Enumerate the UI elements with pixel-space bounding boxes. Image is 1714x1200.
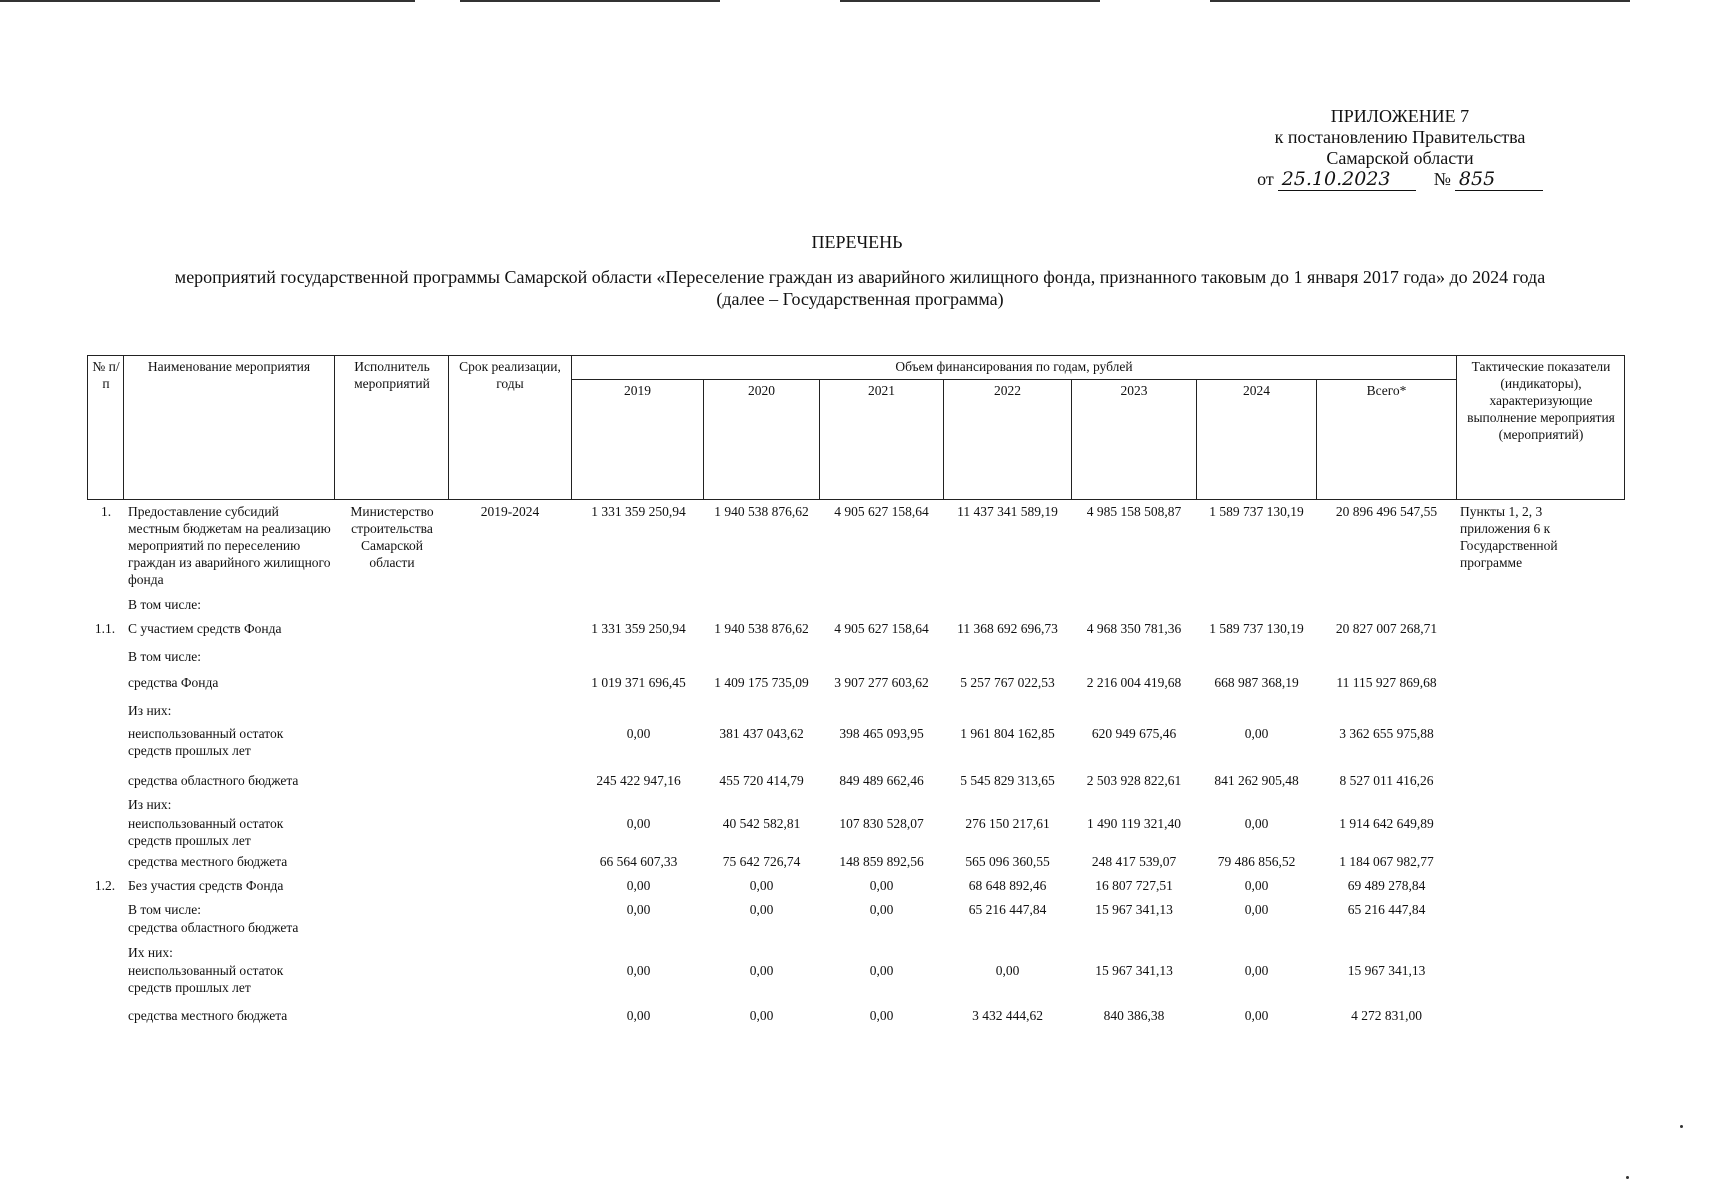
header-year-2021: 2021 [868, 383, 895, 398]
row-name: средства местного бюджета [128, 854, 288, 869]
row-value-2021: 0,00 [869, 1008, 894, 1023]
scan-speck [1680, 1125, 1683, 1128]
row-value-2021: 4 905 627 158,64 [834, 504, 929, 519]
row-value-2020: 1 940 538 876,62 [714, 504, 809, 519]
row-value-2020: 0,00 [749, 963, 774, 978]
row-value-2019: 1 331 359 250,94 [591, 504, 686, 519]
row-value-2021: 4 905 627 158,64 [834, 621, 929, 636]
row-value-2021: 148 859 892,56 [839, 854, 924, 869]
column-divider [123, 466, 124, 500]
row-value-2023: 248 417 539,07 [1091, 854, 1177, 869]
header-year-2019: 2019 [624, 383, 651, 398]
row-value-2021: 0,00 [869, 963, 894, 978]
row-value-2024: 668 987 368,19 [1214, 675, 1299, 690]
header-cell-name [123, 355, 335, 500]
row-value-2022: 5 257 767 022,53 [960, 675, 1055, 690]
row-name: неиспользованный остаток средств прошлых лет [128, 963, 284, 995]
row-value-2023: 4 985 158 508,87 [1086, 504, 1182, 519]
row-name: средства областного бюджета [128, 920, 299, 935]
row-value-total: 69 489 278,84 [1347, 878, 1426, 893]
from-label: от [1257, 169, 1274, 189]
row-value-2022: 5 545 829 313,65 [960, 773, 1055, 788]
row-value-2022: 565 096 360,55 [965, 854, 1050, 869]
row-value-2021: 0,00 [869, 902, 894, 917]
row-value-2019: 0,00 [626, 816, 651, 831]
row-value-2023: 1 490 119 321,40 [1087, 816, 1181, 831]
row-name: Предоставление субсидий местным бюджетам на реализацию мероприятий по переселению граждан из аварийного жилищного фонда [128, 504, 331, 587]
row-num: 1.2. [94, 878, 116, 893]
header-year-total: Всего* [1366, 383, 1407, 398]
row-value-2022: 1 961 804 162,85 [960, 726, 1055, 741]
row-name: Их них: [128, 945, 173, 960]
header-num: № п/п [92, 359, 120, 391]
row-value-2019: 245 422 947,16 [596, 773, 681, 788]
row-name: средства местного бюджета [128, 1008, 288, 1023]
appendix-block [1240, 106, 1560, 191]
appendix-signature-line [1240, 169, 1560, 191]
row-value-total: 20 827 007 268,71 [1335, 621, 1438, 636]
row-value-total: 8 527 011 416,26 [1339, 773, 1434, 788]
row-value-2021: 0,00 [869, 878, 894, 893]
row-value-2024: 0,00 [1244, 963, 1269, 978]
row-value-2021: 107 830 528,07 [839, 816, 924, 831]
row-value-2020: 0,00 [749, 902, 774, 917]
row-value-2020: 0,00 [749, 1008, 774, 1023]
row-value-2019: 66 564 607,33 [599, 854, 678, 869]
header-executor: Исполнитель мероприятий [354, 359, 430, 391]
scan-line [0, 0, 415, 2]
row-name: Из них: [128, 797, 172, 812]
row-value-2024: 0,00 [1244, 1008, 1269, 1023]
row-name: средства Фонда [128, 675, 219, 690]
row-value-2020: 455 720 414,79 [719, 773, 804, 788]
header-year-2024: 2024 [1243, 383, 1270, 398]
row-value-total: 65 216 447,84 [1347, 902, 1426, 917]
row-value-2023: 2 503 928 822,61 [1086, 773, 1182, 788]
row-name: неиспользованный остаток средств прошлых лет [128, 726, 284, 758]
row-value-2019: 1 331 359 250,94 [591, 621, 686, 636]
appendix-line1: к постановлению Правительства [1274, 127, 1526, 147]
row-value-2023: 4 968 350 781,36 [1086, 621, 1182, 636]
row-value-2023: 16 807 727,51 [1095, 878, 1173, 893]
subtitle-line1: мероприятий государственной программы Самарской области «Переселение граждан из аварийного жилищного фонда, признанного таковым до 1 января 2017 года» до 2024 года [174, 267, 1546, 287]
header-year-2022: 2022 [994, 383, 1021, 398]
header-name: Наименование мероприятия [147, 359, 311, 374]
row-value-2019: 0,00 [626, 1008, 651, 1023]
row-name: В том числе: [128, 902, 201, 917]
row-value-2019: 1 019 371 696,45 [591, 675, 686, 690]
row-value-2020: 1 940 538 876,62 [714, 621, 809, 636]
row-value-2024: 79 486 856,52 [1217, 854, 1296, 869]
column-divider [334, 466, 335, 500]
handwritten-date: 25.10.2023 [1278, 169, 1416, 191]
row-name: В том числе: [128, 597, 201, 612]
row-value-2024: 0,00 [1244, 816, 1269, 831]
row-value-total: 1 184 067 982,77 [1339, 854, 1434, 869]
row-value-2023: 620 949 675,46 [1091, 726, 1177, 741]
row-num: 1. [100, 504, 112, 519]
row-value-2022: 11 368 692 696,73 [957, 621, 1058, 636]
row-value-2020: 381 437 043,62 [719, 726, 804, 741]
row-name: средства областного бюджета [128, 773, 299, 788]
row-name: С участием средств Фонда [128, 621, 282, 636]
row-value-2022: 65 216 447,84 [968, 902, 1047, 917]
row-executor: Министерство строительства Самарской области [350, 504, 434, 570]
row-value-2023: 840 386,38 [1103, 1008, 1165, 1023]
row-indicators: Пункты 1, 2, 3 приложения 6 к Государственной программе [1460, 504, 1558, 570]
row-value-2019: 0,00 [626, 963, 651, 978]
document-title: ПЕРЕЧЕНЬ [811, 232, 903, 252]
number-label: № [1433, 169, 1451, 189]
row-value-total: 20 896 496 547,55 [1335, 504, 1438, 519]
header-year-2020: 2020 [748, 383, 775, 398]
row-value-2020: 75 642 726,74 [722, 854, 801, 869]
scan-line [840, 0, 1100, 2]
row-value-2020: 0,00 [749, 878, 774, 893]
row-value-2024: 0,00 [1244, 878, 1269, 893]
row-name: неиспользованный остаток средств прошлых лет [128, 816, 284, 848]
row-period: 2019-2024 [480, 504, 540, 519]
handwritten-number: 855 [1455, 169, 1543, 191]
row-name: В том числе: [128, 649, 201, 664]
row-value-2024: 0,00 [1244, 902, 1269, 917]
row-value-2024: 1 589 737 130,19 [1209, 504, 1304, 519]
row-value-2022: 11 437 341 589,19 [957, 504, 1058, 519]
row-value-2024: 841 262 905,48 [1214, 773, 1299, 788]
row-value-2019: 0,00 [626, 878, 651, 893]
scan-speck [1626, 1176, 1629, 1179]
row-name: Из них: [128, 703, 172, 718]
appendix-line2: Самарской области [1326, 148, 1474, 168]
header-indicators: Тактические показатели (индикаторы), характеризующие выполнение мероприятия (мероприятий) [1467, 359, 1615, 442]
subtitle-line2: (далее – Государственная программа) [716, 289, 1004, 309]
header-period: Срок реализации, годы [459, 359, 561, 391]
row-value-2022: 0,00 [995, 963, 1020, 978]
row-value-2019: 0,00 [626, 726, 651, 741]
row-value-total: 4 272 831,00 [1351, 1008, 1422, 1023]
row-value-2021: 849 489 662,46 [839, 773, 924, 788]
document-subtitle [90, 266, 1630, 310]
row-num: 1.1. [94, 621, 116, 636]
row-value-2021: 398 465 093,95 [839, 726, 924, 741]
row-value-total: 1 914 642 649,89 [1339, 816, 1434, 831]
row-value-2024: 0,00 [1244, 726, 1269, 741]
row-value-total: 15 967 341,13 [1347, 963, 1426, 978]
row-value-2020: 40 542 582,81 [722, 816, 801, 831]
appendix-title: ПРИЛОЖЕНИЕ 7 [1330, 106, 1470, 126]
row-value-2023: 15 967 341,13 [1095, 902, 1173, 917]
row-value-2020: 1 409 175 735,09 [714, 675, 809, 690]
scan-line [1210, 0, 1630, 2]
header-year-2023: 2023 [1120, 383, 1148, 398]
row-value-2022: 276 150 217,61 [965, 816, 1050, 831]
row-value-2022: 68 648 892,46 [968, 878, 1047, 893]
row-value-2021: 3 907 277 603,62 [834, 675, 929, 690]
row-value-2023: 2 216 004 419,68 [1086, 675, 1182, 690]
row-value-2019: 0,00 [626, 902, 651, 917]
row-value-total: 11 115 927 869,68 [1336, 675, 1437, 690]
row-value-2023: 15 967 341,13 [1095, 963, 1173, 978]
header-funding: Объем финансирования по годам, рублей [895, 359, 1133, 374]
row-value-2022: 3 432 444,62 [972, 1008, 1043, 1023]
row-name: Без участия средств Фонда [128, 878, 284, 893]
row-value-total: 3 362 655 975,88 [1339, 726, 1434, 741]
scan-line [460, 0, 720, 2]
row-value-2024: 1 589 737 130,19 [1209, 621, 1304, 636]
